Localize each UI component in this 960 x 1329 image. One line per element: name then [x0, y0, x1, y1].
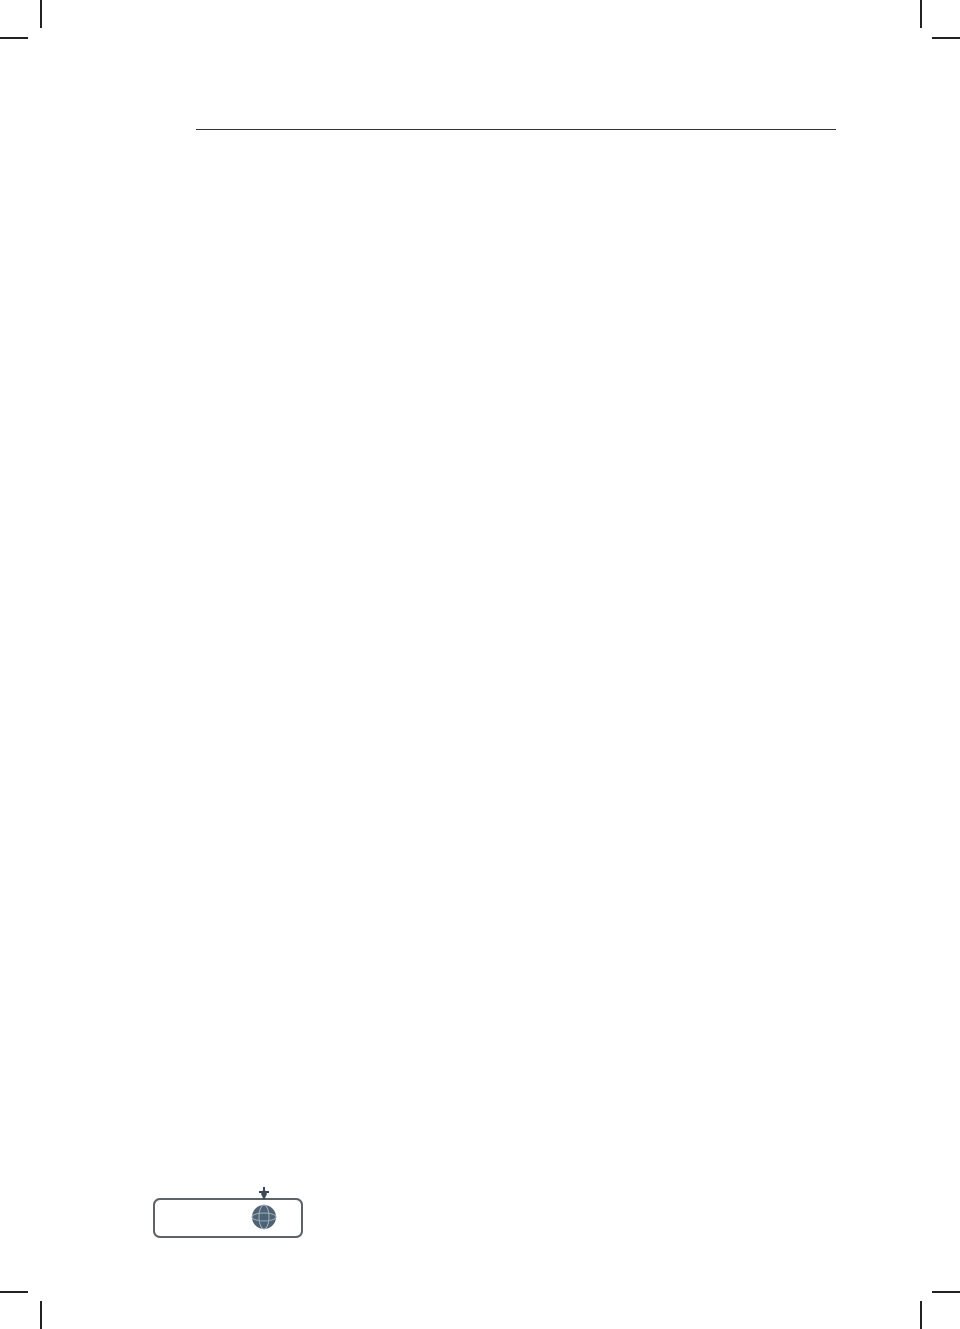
crop-mark — [0, 37, 28, 39]
crop-mark — [40, 0, 42, 28]
tanbox-logo — [153, 1185, 303, 1240]
crop-mark — [920, 1301, 922, 1329]
crop-mark — [40, 1301, 42, 1329]
page-content — [180, 148, 840, 157]
header-rule — [196, 129, 836, 130]
globe-icon — [249, 1185, 279, 1235]
crop-mark — [920, 0, 922, 28]
logo-frame — [153, 1198, 303, 1238]
crop-mark — [932, 37, 960, 39]
crop-mark — [0, 1291, 28, 1293]
crop-mark — [932, 1291, 960, 1293]
